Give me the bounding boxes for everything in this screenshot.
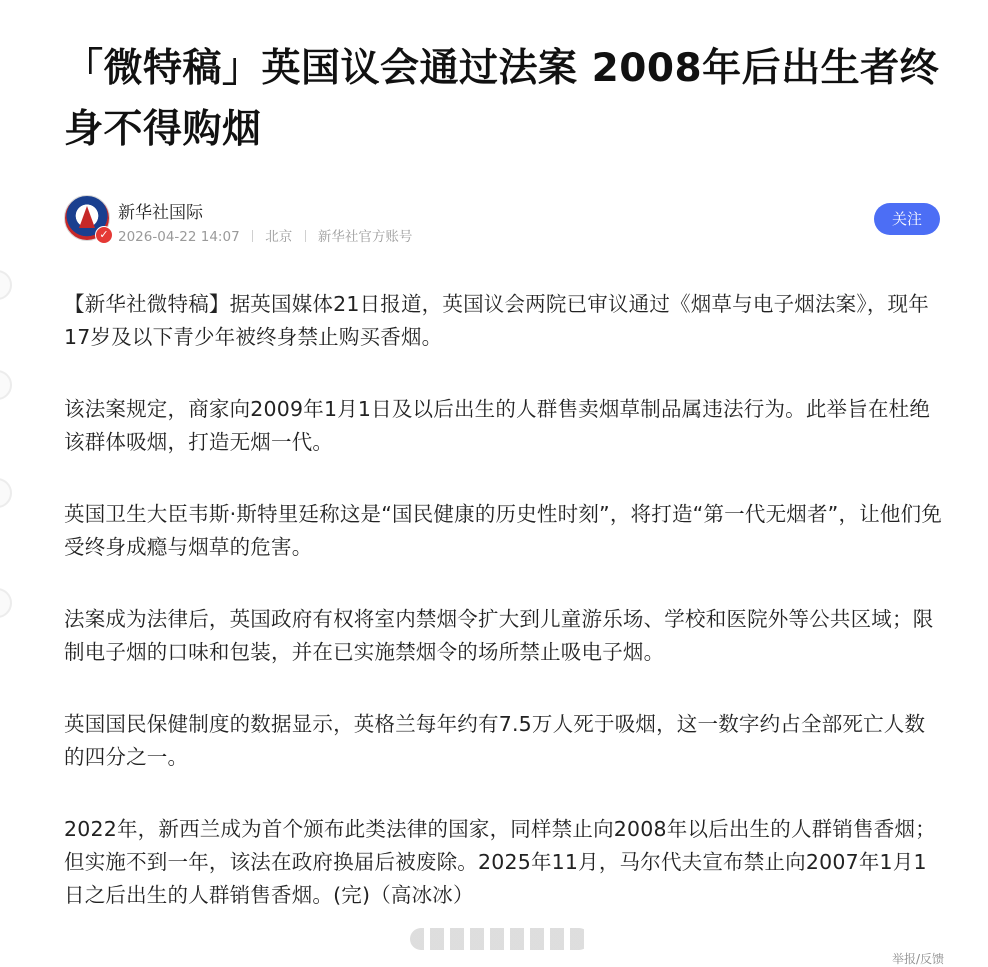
meta-divider — [305, 230, 306, 242]
redacted-bar — [410, 928, 590, 950]
edge-bump — [0, 478, 12, 508]
report-feedback-link[interactable]: 举报/反馈 — [891, 952, 944, 966]
edge-bump — [0, 588, 12, 618]
verified-badge-icon: ✓ — [95, 226, 113, 244]
edge-bump — [0, 270, 12, 300]
paragraph: 英国国民保健制度的数据显示，英格兰每年约有7.5万人死于吸烟，这一数字约占全部死亡人数的四分之一。 — [64, 712, 926, 769]
paragraph: 该法案规定，商家向2009年1月1日及以后出生的人群售卖烟草制品属违法行为。此举旨在杜绝该群体吸烟，打造无烟一代。 — [64, 397, 931, 454]
account-type: 新华社官方账号 — [317, 229, 413, 245]
article-meta — [118, 225, 412, 245]
paragraph: 2022年，新西兰成为首个颁布此类法律的国家，同样禁止向2008年以后出生的人群销售香烟；但实施不到一年，该法在政府换届后被废除。2025年11月，马尔代夫宣布禁止向2007年1月1日之后出生的人群销售香烟。(完)（高冰冰） — [64, 817, 936, 907]
paragraph: 法案成为法律后，英国政府有权将室内禁烟令扩大到儿童游乐场、学校和医院外等公共区域；限制电子烟的口味和包装，并在已实施禁烟令的场所禁止吸电子烟。 — [64, 607, 934, 664]
article-title: 「微特稿」英国议会通过法案 2008年后出生者终身不得购烟 — [64, 46, 940, 152]
paragraph: 【新华社微特稿】据英国媒体21日报道，英国议会两院已审议通过《烟草与电子烟法案》，现年17岁及以下青少年被终身禁止购买香烟。 — [64, 292, 929, 349]
author-header — [64, 193, 944, 249]
author-name[interactable]: 新华社国际 — [118, 203, 203, 223]
article-body — [64, 288, 944, 912]
left-edge-decor — [0, 0, 14, 960]
publish-time: 2026-04-22 14:07 — [118, 229, 240, 245]
meta-divider — [252, 230, 253, 242]
edge-bump — [0, 370, 12, 400]
avatar-logo — [79, 206, 95, 228]
avatar[interactable] — [64, 195, 110, 241]
paragraph: 英国卫生大臣韦斯·斯特里廷称这是“国民健康的历史性时刻”，将打造“第一代无烟者”，让他们免受终身成瘾与烟草的危害。 — [64, 502, 942, 559]
follow-button[interactable]: 关注 — [874, 203, 940, 235]
publish-location: 北京 — [265, 229, 293, 245]
